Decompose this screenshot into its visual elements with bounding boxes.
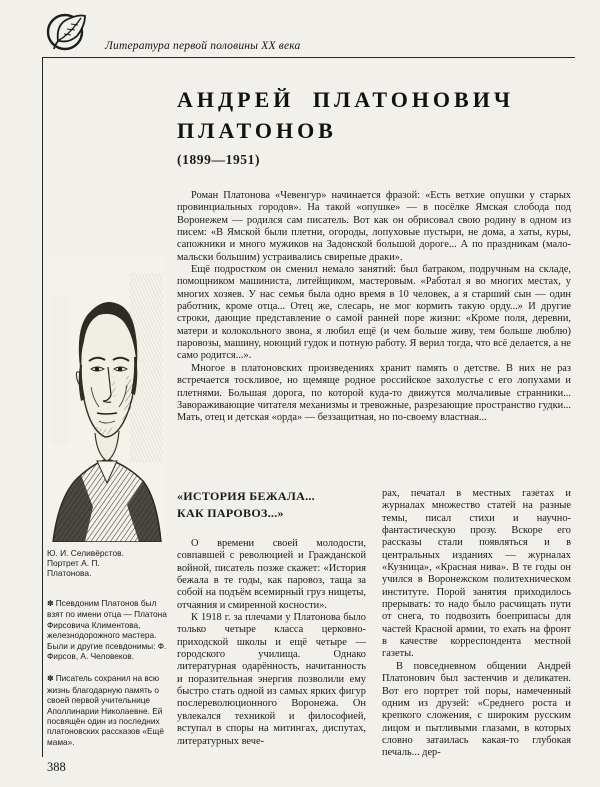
two-column-section: [177, 488, 571, 765]
margin-note-text: Писатель сохранил на всю жизнь благодарную память о своей первой учительнице Аполлинарии Николаевне. Ей посвящён один из последних платоновских рассказов «Ещё мама».: [47, 673, 164, 747]
intro-paragraph: Ещё подростком он сменил немало занятий: был батраком, подручным на складе, помощником машиниста, литейщиком, мастеровым. «Работал я во многих местах, у многих хозяев. У нас семья была одно время в 10 человек, а я старший сын — один работник, кроме отца... Отец же, слесарь, не мог кормить такую орду...» И другие строки, дающие представление о самой ранней поре жизни: «Кроме поля, деревни, матери и колокольного звона, я любил ещё (и чем больше живу, тем больше люблю) паровозы, машину, ноющий гудок и потную работу. Я верил тогда, что всё делается, а не само родится...».: [177, 264, 571, 362]
asterisk-bullet-icon: ✽: [47, 599, 54, 608]
left-column: [177, 488, 366, 765]
margin-note: [47, 673, 168, 747]
intro-paragraph: Многое в платоновских произведениях хранит память о детстве. В них не раз встречается тоскливое, но щемяще родное российское захолустье с его лопухами и плетнями. Большая дорога, по которой куда-то движутся молчаливые странники... Завораживающие читателя механизмы и тревожные, разрезающие пространство гудки... Мать, отец и детская «орда» — беззащитная, но по-своему властная...: [177, 362, 571, 424]
column-paragraph: О времени своей молодости, совпавшей с революцией и Гражданской войной, писатель позже скажет: «История бежала в те годы, как паровоз, таща за собой на подъём всемирный груз нищеты, отчаяния и смиренной косности».: [177, 538, 366, 611]
article-title-line2: ПЛАТОНОВ: [177, 118, 337, 143]
margin-note-text: Псевдоним Платонов был взят по имени отца — Платона Фирсовича Климентова, железнодорожного мастера. Были и другие псевдонимы: Ф. Фирсов, А. Человеков.: [47, 598, 167, 662]
article-title: [177, 84, 514, 146]
publisher-leaf-icon: [44, 9, 92, 55]
portrait-caption: Ю. И. Селивёрстов. Портрет А. П. Платонова.: [47, 548, 124, 578]
intro-text: [177, 190, 571, 489]
asterisk-bullet-icon: ✽: [47, 674, 54, 684]
page-number: 388: [47, 760, 66, 774]
sidebar: [47, 255, 168, 759]
section-heading-line1: «ИСТОРИЯ БЕЖАЛА...: [177, 489, 315, 503]
top-rule: [42, 57, 575, 58]
author-years: (1899—1951): [177, 152, 261, 167]
section-heading-line2: КАК ПАРОВОЗ...»: [177, 505, 284, 520]
column-paragraph: рах, печатал в местных газетах и журналах множество статей на разные темы, писал стихи и научно-фантастическую прозу. Вскоре его рассказы стали появляться и в центральных изданиях — журналах «Кузница», «Красная нива». В те годы он учился в Воронежском политехническом институте. Порой занятия приходилось прерывать: то надо было расчищать пути от снега, то подвозить боеприпасы для частей Красной армии, то ехать на фронт в качестве корреспондента местной газеты.: [382, 488, 571, 660]
column-paragraph: К 1918 г. за плечами у Платонова было только четыре класса церковно-приходской школы и ещё четыре — городского училища. Однако литературная одарённость, начитанность и поразительная энергия позволили ему быстро стать одной из самых ярких фигур послереволюционного Воронежа. Он увлекался техникой и философией, вступал в споры на митингах, диспутах, литературных вече-: [177, 612, 366, 747]
running-head: Литература первой половины XX века: [105, 40, 301, 52]
intro-paragraph: Роман Платонова «Чевенгур» начинается фразой: «Есть ветхие опушки у старых провинциальных городов». На такой «опушке» — в посёлке Ямская слобода под Воронежем — родился сам писатель. Вот как он обрисовал свою родину в одном из писем: «В Ямской были плетни, огороды, лопуховые пустыри, не дома, а хаты, куры, сапожники и много мужиков на Задонской большой дороге... А по праздникам (мало-мальски большим) устраивались свирепые драки».: [177, 190, 571, 263]
right-column: [382, 488, 571, 765]
section-heading: [177, 488, 366, 521]
margin-note: [47, 598, 168, 661]
platonov-portrait-image: [47, 255, 166, 542]
left-rule: [42, 57, 43, 757]
article-title-line1: АНДРЕЙ ПЛАТОНОВИЧ: [177, 87, 514, 112]
column-paragraph: В повседневном общении Андрей Платонович был застенчив и деликатен. Вот его портрет той поры, намеченный одним из друзей: «Среднего роста и крепкого сложения, с широким русским лицом и пытливыми глазами, в которых словно затаилась какая-то глубокая печаль... дер-: [382, 660, 571, 759]
margin-notes: [47, 598, 168, 747]
